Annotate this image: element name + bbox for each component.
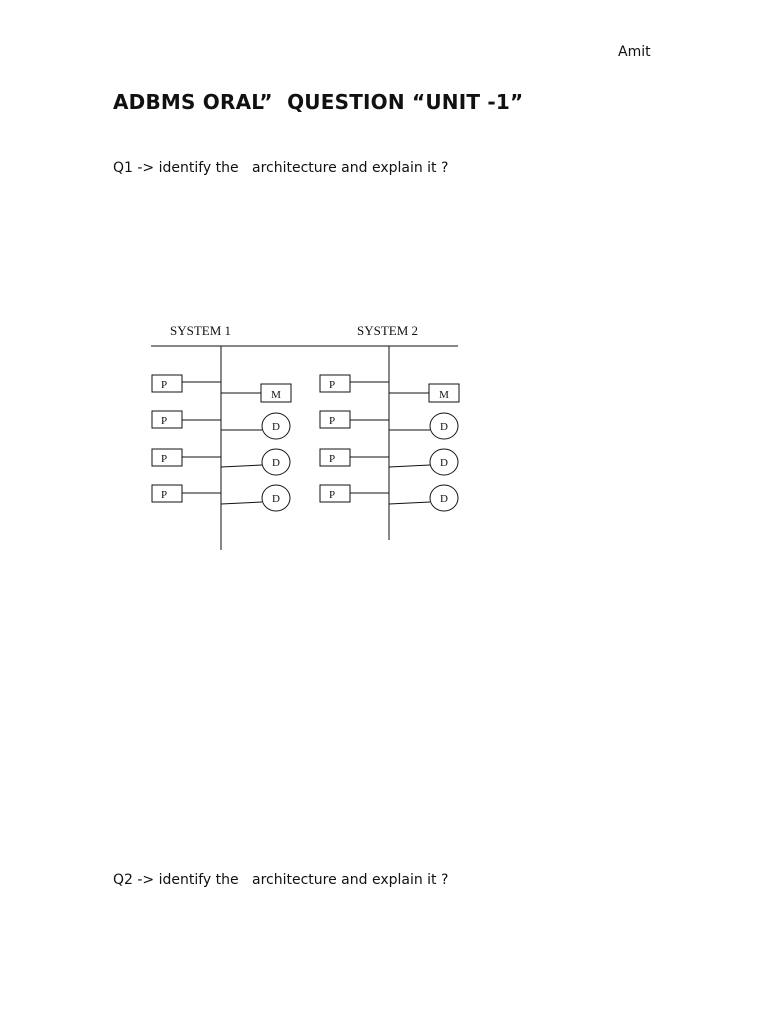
system-1-memory-label: M [271,389,281,401]
system-2-processor-4-label: P [328,489,336,501]
system-2-disk-1-label: D [440,421,448,433]
system-1-processor-3-label: P [160,453,168,465]
system-1-disk-3-label: D [272,493,280,505]
system-2-processor-2-label: P [328,415,336,427]
system-2-processor-3-label: P [328,453,336,465]
system-1-processor-1-label: P [160,379,168,391]
system-2-label: SYSTEM 2 [357,323,419,338]
system-2-memory-label: M [439,389,449,401]
system-2-disk-2-label: D [440,457,448,469]
system-1-processor-4-label: P [160,489,168,501]
document-title: ADBMS ORAL” QUESTION “UNIT -1” [113,90,524,114]
system-2-processor-1-label: P [328,379,336,391]
author-name: Amit [618,44,651,60]
system-1-disk-2-label: D [272,457,280,469]
question-2: Q2 -> identify the architecture and explain it ? [113,872,449,888]
system-2-disk-3-label: D [440,493,448,505]
system-1-processor-2-label: P [160,415,168,427]
system-1-disk-1-label: D [272,421,280,433]
system-1-label: SYSTEM 1 [170,323,232,338]
question-1: Q1 -> identify the architecture and explain it ? [113,160,449,176]
